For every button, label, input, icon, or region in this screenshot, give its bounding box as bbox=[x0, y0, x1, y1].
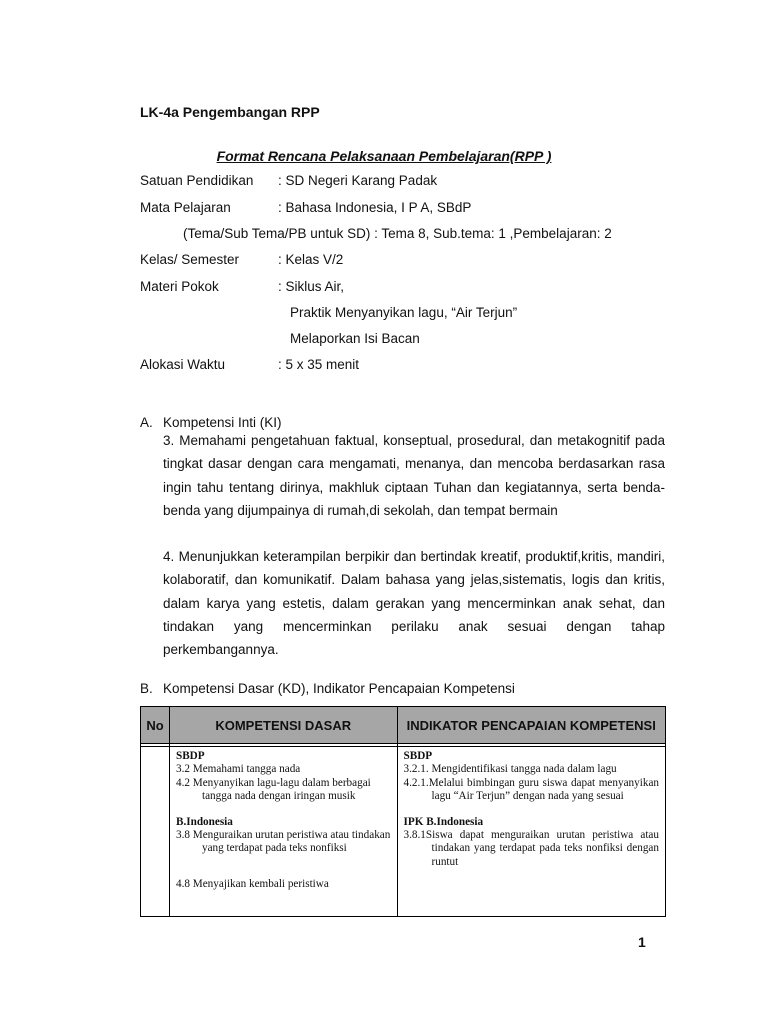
satuan-value: : SD Negeri Karang Padak bbox=[278, 173, 438, 188]
page-number: 1 bbox=[638, 934, 646, 950]
materi-label: Materi Pokok bbox=[140, 279, 219, 294]
tema-line: (Tema/Sub Tema/PB untuk SD) : Tema 8, Sub.tema: 1 ,Pembelajaran: 2 bbox=[183, 226, 612, 241]
ipk-4-2-1: 4.2.1.Melalui bimbingan guru siswa dapat menyanyikan lagu “Air Terjun” dengan nada yang sesuai bbox=[403, 776, 659, 803]
kelas-label: Kelas/ Semester bbox=[140, 252, 240, 267]
kd-3-2: 3.2 Memahami tangga nada bbox=[175, 763, 301, 776]
ipk-3-8-1: 3.8.1Siswa dapat menguraikan urutan peristiwa atau tindakan yang terdapat pada teks nonfiksi dengan runtut bbox=[403, 829, 659, 868]
kd-3-8: 3.8 Menguraikan urutan peristiwa atau tindakan yang terdapat pada teks nonfiksi bbox=[175, 829, 391, 855]
kd-4-8: 4.8 Menyajikan kembali peristiwa bbox=[175, 877, 329, 890]
ki4-paragraph: 4. Menunjukkan keterampilan berpikir dan bertindak kreatif, produktif,kritis, mandiri, kolaboratif, dan komunikatif. Dalam bahasa yang jelas,sistematis, logis dan kritis, dalam karya yang estetis, dalam gerakan yang mencerminkan anak sehat, dan tindakan yang mencerminkan perilaku anak sesuai dengan tahap perkembangannya. bbox=[163, 549, 665, 658]
kd-bindo-heading: B.Indonesia bbox=[175, 815, 233, 828]
table-header-row bbox=[141, 707, 666, 744]
no-cell bbox=[141, 747, 170, 917]
ipk-bindo-heading: IPK B.Indonesia bbox=[403, 815, 484, 828]
kd-4-2: 4.2 Menyanyikan lagu-lagu dalam berbagai tangga nada dengan iringan musik bbox=[175, 776, 371, 803]
ipk-sbdp-heading: SBDP bbox=[403, 750, 433, 762]
header-no: No bbox=[141, 707, 170, 744]
alokasi-value: : 5 x 35 menit bbox=[278, 357, 360, 372]
materi-value-3: Melaporkan Isi Bacan bbox=[290, 331, 420, 346]
materi-value-1: : Siklus Air, bbox=[278, 279, 345, 294]
section-b-marker: B. bbox=[140, 681, 153, 696]
ipk-cell bbox=[397, 747, 665, 917]
header-indikator: INDIKATOR PENCAPAIAN KOMPETENSI bbox=[397, 707, 665, 744]
section-b-title: Kompetensi Dasar (KD), Indikator Pencapaian Kompetensi bbox=[163, 681, 515, 696]
kd-sbdp-heading: SBDP bbox=[175, 750, 205, 762]
ipk-3-2-1: 3.2.1. Mengidentifikasi tangga nada dalam lagu bbox=[403, 763, 617, 776]
section-a-marker: A. bbox=[140, 415, 153, 430]
document-title: LK-4a Pengembangan RPP bbox=[140, 104, 320, 120]
section-a-title: Kompetensi Inti (KI) bbox=[163, 415, 282, 430]
header-kompetensi-dasar: KOMPETENSI DASAR bbox=[169, 707, 397, 744]
table-row bbox=[141, 747, 666, 917]
ki3-paragraph: 3. Memahami pengetahuan faktual, konseptual, prosedural, dan metakognitif pada tingkat dasar dengan cara mengamati, menanya, dan mencoba berdasarkan rasa ingin tahu tentang dirinya, makhluk ciptaan Tuhan dan kegiatannya, serta benda-benda yang dijumpainya di rumah,di sekolah, dan tempat bermain bbox=[163, 433, 665, 518]
materi-value-2: Praktik Menyanyikan lagu, “Air Terjun” bbox=[290, 305, 518, 320]
format-title: Format Rencana Pelaksanaan Pembelajaran(RPP ) bbox=[216, 148, 552, 164]
alokasi-label: Alokasi Waktu bbox=[140, 357, 226, 372]
kelas-value: : Kelas V/2 bbox=[278, 252, 344, 267]
mapel-value: : Bahasa Indonesia, I P A, SBdP bbox=[278, 200, 472, 215]
mapel-label: Mata Pelajaran bbox=[140, 200, 231, 215]
satuan-label: Satuan Pendidikan bbox=[140, 173, 254, 188]
kd-ipk-table bbox=[140, 706, 666, 917]
kd-cell bbox=[169, 747, 397, 917]
